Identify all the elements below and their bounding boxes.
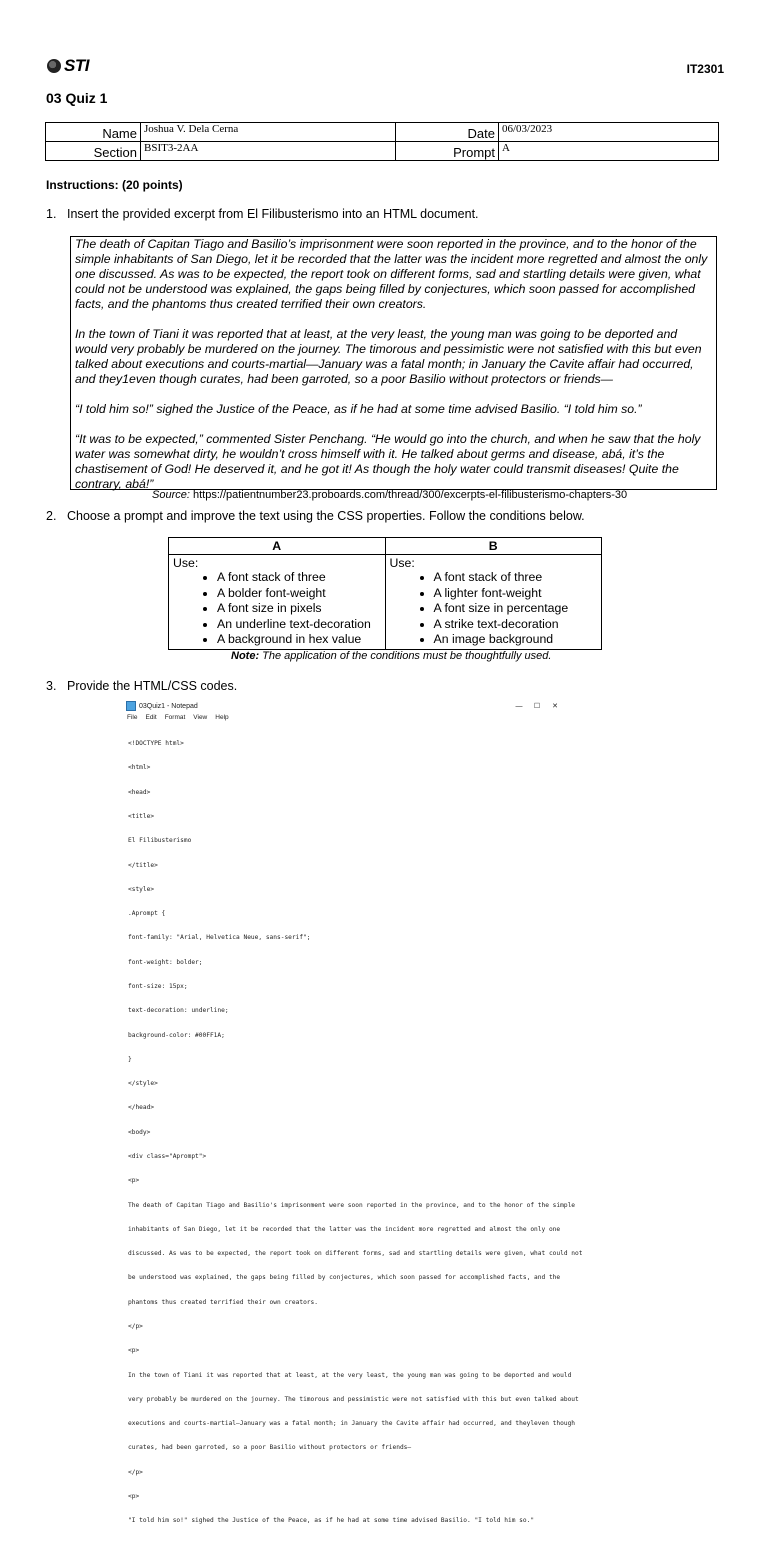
excerpt-paragraph: “It was to be expected,” commented Sister Penchang. “He would go into the church, and when he saw that the holy water was somewhat dirty, he wouldn’t cross himself with it. He talked about germs and disease, abá, it’s the chastisement of God! He deserved it, and he got it! As though the holy water could transmit diseases! Quite the contrary, abá!” [75, 432, 701, 491]
excerpt-paragraph: The death of Capitan Tiago and Basilio’s imprisonment were soon reported in the province, and to the honor of the simple inhabitants of San Diego, let it be recorded that the latter was the incident more regretted and almost the only one discussed. As was to be expected, the report took on different forms, sad and startling details were given, what could not be understood was explained, the gaps being filled by conjectures, which soon passed for accomplished facts, and the phantoms thus created terrified their own creators. [75, 237, 708, 311]
source-citation [152, 489, 627, 501]
code-line: executions and courts-martial—January was a fatal month; in January the Cavite affair had occurred, and theyleven though [128, 1420, 576, 1428]
excerpt-paragraph: In the town of Tiani it was reported that at least, at the very least, the young man was going to be deported and would very probably be murdered on the journey. The timorous and pessimistic were not satisfied with this but even talked about executions and courts-martial—January was a fatal month; in January the Cavite affair had occurred, and they1even though curates, had been garroted, so a poor Basilio without protectors or friends— [75, 327, 702, 386]
notepad-titlebar [122, 700, 568, 712]
code-line: curates, had been garroted, so a poor Basilio without protectors or friends— [128, 1444, 412, 1452]
prompt-a-cell [169, 555, 386, 650]
code-line: </p> [128, 1322, 143, 1330]
code-line: </style> [128, 1080, 158, 1088]
prompt-field[interactable]: A [499, 142, 719, 161]
prompt-a-header: A [169, 538, 386, 555]
name-field[interactable]: Joshua V. Dela Cerna [141, 123, 396, 142]
code-line: <head> [128, 788, 151, 796]
question-text: Provide the HTML/CSS codes. [67, 679, 238, 693]
menu-format[interactable]: Format [164, 714, 186, 721]
code-line: El Filibusterismo [128, 837, 192, 845]
code-line: be understood was explained, the gaps being filled by conjectures, which soon passed for accomplished facts, and the [128, 1274, 561, 1282]
student-info-table [45, 122, 719, 161]
notepad-text-area[interactable] [122, 723, 583, 1542]
code-line: </title> [128, 861, 158, 869]
list-item: • A font size in pixels [217, 601, 381, 617]
list-item: • A bolder font-weight [217, 586, 381, 602]
code-line: The death of Capitan Tiago and Basilio's imprisonment were soon reported in the province, and to the honor of the simple [128, 1201, 576, 1209]
window-title: 03Quiz1 - Notepad [139, 702, 198, 710]
question-2 [46, 509, 585, 523]
note-text: The application of the conditions must be thoughtfully used. [259, 650, 552, 662]
name-label: Name [46, 123, 141, 142]
code-line: <div class="Aprompt"> [128, 1152, 207, 1160]
question-number: 2. [46, 509, 57, 523]
excerpt-paragraph: “I told him so!” sighed the Justice of the Peace, as if he had at some time advised Basilio. “I told him so.” [75, 402, 642, 416]
question-number: 3. [46, 679, 57, 693]
code-line: font-weight: bolder; [128, 958, 203, 966]
code-line: <body> [128, 1128, 151, 1136]
menu-file[interactable]: File [127, 714, 138, 721]
list-item: • A font size in percentage [434, 601, 598, 617]
list-item: • A background in hex value [217, 632, 381, 648]
list-item: • An underline text-decoration [217, 617, 381, 633]
question-3 [46, 679, 237, 693]
code-line: <style> [128, 885, 155, 893]
date-field[interactable]: 06/03/2023 [499, 123, 719, 142]
close-icon[interactable]: ✕ [552, 703, 558, 710]
sti-logo [47, 56, 89, 76]
minimize-icon[interactable]: — [515, 702, 523, 710]
code-line: <title> [128, 813, 155, 821]
globe-icon [47, 59, 61, 73]
code-line: phantoms thus created terrified their own creators. [128, 1298, 318, 1306]
code-line: <p> [128, 1492, 140, 1500]
prompt-b-header: B [385, 538, 602, 555]
code-line: <html> [128, 764, 151, 772]
code-line: } [128, 1055, 132, 1063]
code-line: "I told him so!" sighed the Justice of the Peace, as if he had at some time advised Basilio. "I told him so." [128, 1517, 535, 1525]
list-item: • A font stack of three [217, 570, 381, 586]
code-line: <p> [128, 1177, 140, 1185]
code-line: text-decoration: underline; [128, 1007, 229, 1015]
excerpt-box [70, 236, 717, 490]
note [231, 650, 551, 662]
code-line: <!DOCTYPE html> [128, 740, 184, 748]
question-text: Insert the provided excerpt from El Filibusterismo into an HTML document. [67, 207, 479, 221]
list-item: • A lighter font-weight [434, 586, 598, 602]
notepad-menubar [122, 712, 568, 723]
section-label: Section [46, 142, 141, 161]
prompt-table [168, 537, 602, 650]
notepad-screenshot [122, 700, 583, 1525]
prompt-a-list [173, 570, 381, 648]
maximize-icon[interactable]: ☐ [533, 703, 541, 710]
date-label: Date [396, 123, 499, 142]
code-line: font-family: "Arial, Helvetica Neue, sans-serif"; [128, 934, 311, 942]
use-label: Use: [173, 556, 199, 570]
question-number: 1. [46, 207, 57, 221]
menu-edit[interactable]: Edit [145, 714, 157, 721]
notepad-icon [126, 701, 136, 711]
source-url[interactable]: https://patientnumber23.proboards.com/thread/300/excerpts-el-filibusterismo-chapters-30 [189, 489, 628, 501]
prompt-b-list [390, 570, 598, 648]
code-line: .Aprompt { [128, 910, 166, 918]
question-text: Choose a prompt and improve the text using the CSS properties. Follow the conditions below. [67, 509, 585, 523]
menu-view[interactable]: View [193, 714, 208, 721]
code-line: In the town of Tiani it was reported that at least, at the very least, the young man was going to be deported and would [128, 1371, 572, 1379]
logo-text: STI [64, 56, 89, 75]
instructions-heading: Instructions: (20 points) [46, 178, 183, 192]
list-item: • An image background [434, 632, 598, 648]
section-field[interactable]: BSIT3-2AA [141, 142, 396, 161]
note-label: Note: [231, 650, 260, 662]
menu-help[interactable]: Help [215, 714, 229, 721]
prompt-b-cell [385, 555, 602, 650]
course-code: IT2301 [686, 62, 724, 76]
code-line: font-size: 15px; [128, 983, 188, 990]
code-line: background-color: #00FF1A; [128, 1031, 225, 1039]
code-line: </p> [128, 1468, 143, 1476]
code-line: discussed. As was to be expected, the report took on different forms, sad and startling details were given, what could not [128, 1250, 583, 1258]
code-line: very probably be murdered on the journey. The timorous and pessimistic were not satisfied with this but even talked about [128, 1395, 579, 1403]
list-item: • A strike text-decoration [434, 617, 598, 633]
prompt-label: Prompt [396, 142, 499, 161]
code-line: </head> [128, 1104, 155, 1112]
code-line: inhabitants of San Diego, let it be recorded that the latter was the incident more regretted and almost the only one [128, 1225, 561, 1233]
quiz-title: 03 Quiz 1 [46, 90, 108, 106]
source-label: Source: [152, 489, 190, 501]
question-1 [46, 207, 479, 221]
list-item: • A font stack of three [434, 570, 598, 586]
use-label: Use: [389, 556, 415, 570]
code-line: <p> [128, 1347, 140, 1355]
